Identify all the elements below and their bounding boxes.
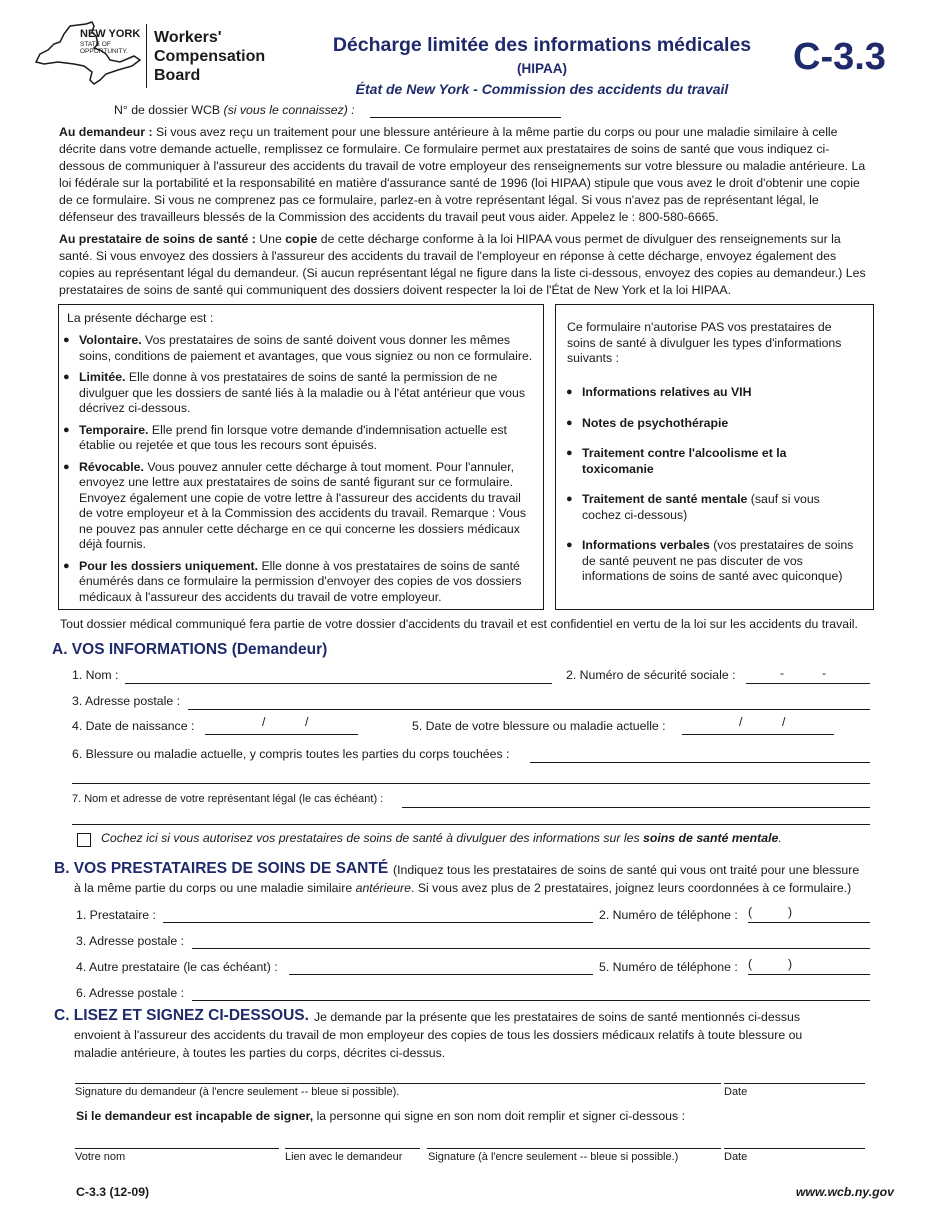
mental-health-check-label: Cochez ici si vous autorisez vos prestataires de soins de santé à divulguer des informations sur les soins de santé mentale. bbox=[101, 831, 782, 845]
claimant-signature-input[interactable] bbox=[75, 1083, 721, 1084]
provider-input[interactable] bbox=[163, 922, 593, 923]
release-terms-heading: La présente décharge est : bbox=[67, 311, 214, 325]
rep-label: 7. Nom et adresse de votre représentant légal (le cas échéant) : bbox=[72, 793, 384, 805]
injury-date-sep-2: / bbox=[782, 715, 786, 729]
provider2-address-input[interactable] bbox=[192, 1000, 870, 1001]
provider2-label: 4. Autre prestataire (le cas échéant) : bbox=[76, 960, 278, 974]
term-temporary: ● Temporaire. Elle prend fin lorsque votre demande d'indemnisation actuelle est établie ou rejetée et que tous les recours sont épuisés. bbox=[59, 423, 535, 454]
injury-input[interactable] bbox=[530, 762, 870, 763]
phone2-paren-close: ) bbox=[788, 957, 793, 971]
intro-claimant: Au demandeur : Si vous avez reçu un traitement pour une blessure antérieure à la même partie du corps ou pour une maladie similaire à celle décrite dans votre demande actuelle, remplissez ce formulaire. Ce formulaire permet aux prestataires de soins de santé que vous indiquez ci-dessous de communiquer à l'assureur des accidents du travail de votre employeur des renseignements sur votre blessure ou maladie antérieure. La loi fédérale sur la portabilité et la responsabilité en matière d'assurance santé de 1996 (loi HIPAA) stipule que vous avez le droit d'obtenir une copie de ce formulaire. Si vous ne comprenez pas ce formulaire, parlez-en à votre représentant légal. Si vous n'avez pas de représentant légal, le défenseur des travailleurs blessés de la Commission des accidents du travail peut vous aider. Appelez le : 800-580-6665. bbox=[59, 125, 866, 224]
excluded-mental-health: ● Traitement de santé mentale (sauf si vous cochez ci-dessous) bbox=[562, 492, 858, 523]
relation-input[interactable] bbox=[285, 1148, 420, 1149]
injury-date-label: 5. Date de votre blessure ou maladie actuelle : bbox=[412, 719, 666, 733]
dob-sep-1: / bbox=[262, 715, 266, 729]
form-code: C-3.3 (12-09) bbox=[76, 1185, 150, 1199]
logo-divider bbox=[146, 24, 147, 88]
logo-state-of: STATE OF bbox=[80, 41, 111, 48]
mental-health-checkbox[interactable] bbox=[77, 833, 91, 847]
excluded-psychotherapy: ● Notes de psychothérapie bbox=[562, 416, 858, 432]
wcb-file-input[interactable] bbox=[370, 117, 561, 118]
wcb-file-label: N° de dossier WCB (si vous le connaissez) : bbox=[114, 103, 355, 117]
phone1-label: 2. Numéro de téléphone : bbox=[599, 908, 738, 922]
address-input[interactable] bbox=[188, 709, 870, 710]
relation-label: Lien avec le demandeur bbox=[285, 1151, 403, 1163]
injury-date-input[interactable] bbox=[682, 734, 834, 735]
term-limited: ● Limitée. Elle donne à vos prestataires de soins de santé la permission de ne divulguer que les dossiers de santé liés à la maladie ou à l'état antérieur que vous décrivez ci-dessous. bbox=[59, 370, 535, 417]
incapable-note: Si le demandeur est incapable de signer, la personne qui signe en son nom doit remplir et signer ci-dessous : bbox=[76, 1109, 685, 1123]
agency-name bbox=[154, 28, 265, 85]
page-subtitle: (HIPAA) bbox=[517, 61, 567, 76]
rep-input-line-2[interactable] bbox=[72, 824, 870, 825]
section-a-title: A. VOS INFORMATIONS (Demandeur) bbox=[52, 641, 328, 658]
provider2-address-label: 6. Adresse postale : bbox=[76, 986, 185, 1000]
section-c-text-1: Je demande par la présente que les prestataires de soins de santé mentionnés ci-dessus bbox=[314, 1010, 801, 1024]
signer-date-label: Date bbox=[724, 1151, 748, 1163]
dob-sep-2: / bbox=[305, 715, 309, 729]
claimant-signature-label: Signature du demandeur (à l'encre seulement -- bleue si possible). bbox=[75, 1086, 400, 1098]
excluded-hiv: ● Informations relatives au VIH bbox=[562, 385, 858, 401]
dob-label: 4. Date de naissance : bbox=[72, 719, 195, 733]
signer-signature-input[interactable] bbox=[427, 1148, 721, 1149]
not-authorized-list bbox=[562, 385, 858, 585]
term-revocable: ● Révocable. Vous pouvez annuler cette décharge à tout moment. Pour l'annuler, envoyez une lettre aux prestataires de soins de santé figurant sur ce formulaire. Envoyez également une copie de votre lettre à l'assureur des accidents du travail de votre employeur et à la Commission des accidents du travail. Remarque : Vous ne pouvez pas annuler cette décharge en ce qui concerne les dossiers médicaux déjà fournis. bbox=[59, 460, 535, 553]
intro-provider: Au prestataire de soins de santé : Une copie de cette décharge conforme à la loi HIPAA vous permet de divulguer des renseignements sur la santé. Si vous envoyez des dossiers à l'assureur des accidents du travail de l'employeur en réponse à cette décharge, envoyez également des copies au représentant légal du demandeur. (Si aucun représentant légal ne figure dans la liste ci-dessous, envoyez des copies au demandeur.) Les prestataires de soins de santé qui communiquent des dossiers doivent respecter la loi de l'État de New York et la loi HIPAA. bbox=[59, 232, 866, 297]
injury-date-sep-1: / bbox=[739, 715, 743, 729]
signer-name-label: Votre nom bbox=[75, 1151, 126, 1163]
section-c-text-2: envoient à l'assureur des accidents du travail de mon employeur des copies de tous les dossiers médicaux relatifs à toute blessure ou bbox=[74, 1028, 803, 1042]
rep-input[interactable] bbox=[402, 807, 870, 808]
provider-address-label: 3. Adresse postale : bbox=[76, 934, 185, 948]
ssn-label: 2. Numéro de sécurité sociale : bbox=[566, 668, 736, 682]
agency-line3: Board bbox=[154, 67, 201, 84]
address-label: 3. Adresse postale : bbox=[72, 694, 181, 708]
section-b-title: B. VOS PRESTATAIRES DE SOINS DE SANTÉ bbox=[54, 860, 389, 877]
page-subtitle-2: État de New York - Commission des accidents du travail bbox=[355, 81, 729, 97]
signer-signature-label: Signature (à l'encre seulement -- bleue si possible.) bbox=[428, 1151, 679, 1163]
name-label: 1. Nom : bbox=[72, 668, 119, 682]
signer-date-input[interactable] bbox=[724, 1148, 865, 1149]
injury-label: 6. Blessure ou maladie actuelle, y compris toutes les parties du corps touchées : bbox=[72, 747, 510, 761]
section-c-text-3: maladie antérieure, à toutes les parties du corps, décrites ci-dessus. bbox=[74, 1046, 446, 1060]
section-b-note-2: à la même partie du corps ou une maladie similaire antérieure. Si vous avez plus de 2 prestataires, joignez leurs coordonnées à ce formulaire.) bbox=[74, 881, 852, 895]
excluded-verbal: ● Informations verbales (vos prestataires de soins de santé peuvent ne pas discuter de vos informations de soins de santé avec quiconque) bbox=[562, 538, 858, 585]
section-b-note-1: (Indiquez tous les prestataires de soins de santé qui vous ont traité pour une blessure bbox=[393, 863, 860, 877]
release-terms-box bbox=[58, 304, 544, 610]
claimant-date-label: Date bbox=[724, 1086, 748, 1098]
provider2-input[interactable] bbox=[289, 974, 593, 975]
injury-input-line-2[interactable] bbox=[72, 783, 870, 784]
dob-input[interactable] bbox=[205, 734, 358, 735]
phone2-input[interactable] bbox=[748, 974, 870, 975]
not-authorized-heading: Ce formulaire n'autorise PAS vos prestataires de soins de santé à divulguer les types d'informations suivants : bbox=[567, 320, 842, 365]
logo-opportunity: OPPORTUNITY. bbox=[80, 48, 128, 55]
ssn-input[interactable] bbox=[746, 683, 870, 684]
phone1-paren-open: ( bbox=[748, 905, 753, 919]
ssn-separator-2: - bbox=[822, 666, 827, 680]
term-records-only: ● Pour les dossiers uniquement. Elle donne à vos prestataires de soins de santé énumérés dans ce formulaire la permission d'envoyer des copies de vos dossiers médicaux à l'assureur des accidents du travail de votre employeur. bbox=[59, 559, 535, 606]
phone1-input[interactable] bbox=[748, 922, 870, 923]
phone2-label: 5. Numéro de téléphone : bbox=[599, 960, 738, 974]
name-input[interactable] bbox=[125, 683, 552, 684]
phone1-paren-close: ) bbox=[788, 905, 793, 919]
form-number: C-3.3 bbox=[793, 36, 886, 78]
agency-line2: Compensation bbox=[154, 48, 266, 65]
provider-address-input[interactable] bbox=[192, 948, 870, 949]
nys-logo bbox=[34, 20, 150, 92]
section-c-title: C. LISEZ ET SIGNEZ CI-DESSOUS. bbox=[54, 1007, 309, 1024]
website-link[interactable]: www.wcb.ny.gov bbox=[795, 1185, 894, 1199]
confidential-note: Tout dossier médical communiqué fera partie de votre dossier d'accidents du travail et est confidentiel en vertu de la loi sur les accidents du travail. bbox=[60, 617, 858, 631]
provider-label: 1. Prestataire : bbox=[76, 908, 156, 922]
ssn-separator-1: - bbox=[780, 666, 785, 680]
agency-line1: Workers' bbox=[154, 29, 222, 46]
release-terms-list bbox=[59, 333, 535, 605]
claimant-date-input[interactable] bbox=[724, 1083, 865, 1084]
page-title: Décharge limitée des informations médicales bbox=[332, 34, 752, 56]
not-authorized-box bbox=[555, 304, 874, 610]
signer-name-input[interactable] bbox=[75, 1148, 279, 1149]
term-voluntary: ● Volontaire. Vos prestataires de soins de santé doivent vous donner les mêmes soins, conditions de paiement et avantages, que vous signiez ou non ce formulaire. bbox=[59, 333, 535, 364]
logo-state-name: NEW YORK bbox=[80, 28, 141, 40]
phone2-paren-open: ( bbox=[748, 957, 753, 971]
excluded-substance-abuse: ● Traitement contre l'alcoolisme et la toxicomanie bbox=[562, 446, 858, 477]
